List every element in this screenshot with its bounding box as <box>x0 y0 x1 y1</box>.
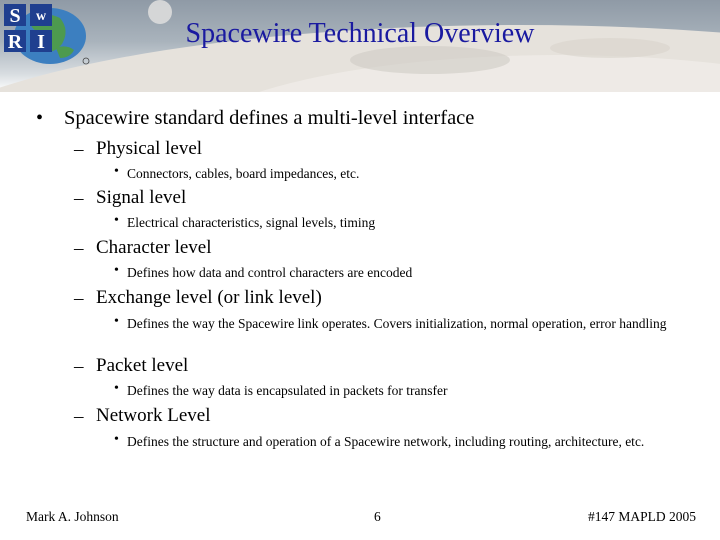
level-detail-signal: Electrical characteristics, signal levels, timing <box>127 215 376 230</box>
dash-marker: – <box>74 288 84 309</box>
level-detail-character: Defines how data and control characters are encoded <box>127 265 413 280</box>
dash-marker: – <box>74 238 84 259</box>
dash-marker: – <box>74 188 84 209</box>
dash-marker: – <box>74 406 84 427</box>
level-detail-physical: Connectors, cables, board impedances, etc. <box>127 166 360 181</box>
slide-title: Spacewire Technical Overview <box>185 18 535 49</box>
sub-bullet-marker: • <box>114 213 119 228</box>
level-detail-network: Defines the structure and operation of a Spacewire network, including routing, architecture, etc. <box>127 434 645 449</box>
dash-marker: – <box>74 356 84 377</box>
svg-text:R: R <box>7 31 23 53</box>
level-label-physical: Physical level <box>96 138 203 159</box>
footer-page-number: 6 <box>374 509 381 524</box>
main-bullet: Spacewire standard defines a multi-level interface <box>64 107 475 129</box>
footer-event: #147 MAPLD 2005 <box>587 509 696 524</box>
level-detail-packet: Defines the way data is encapsulated in packets for transfer <box>127 383 448 398</box>
level-label-character: Character level <box>96 237 212 258</box>
level-label-signal: Signal level <box>96 187 187 208</box>
dash-marker: – <box>74 139 84 160</box>
sub-bullet-marker: • <box>114 263 119 278</box>
level-label-packet: Packet level <box>96 355 189 376</box>
bullet-marker: • <box>36 107 44 129</box>
level-detail-exchange: Defines the way the Spacewire link operates. Covers initialization, normal operation, error handling <box>127 316 667 331</box>
svg-text:I: I <box>37 31 45 53</box>
svg-text:w: w <box>35 9 47 24</box>
sub-bullet-marker: • <box>114 381 119 396</box>
footer-author: Mark A. Johnson <box>26 509 119 524</box>
sub-bullet-marker: • <box>114 314 119 329</box>
sub-bullet-marker: • <box>114 164 119 179</box>
sub-bullet-marker: • <box>114 432 119 447</box>
level-label-network: Network Level <box>96 405 211 426</box>
svg-text:S: S <box>9 5 21 27</box>
level-label-exchange: Exchange level (or link level) <box>96 287 322 308</box>
